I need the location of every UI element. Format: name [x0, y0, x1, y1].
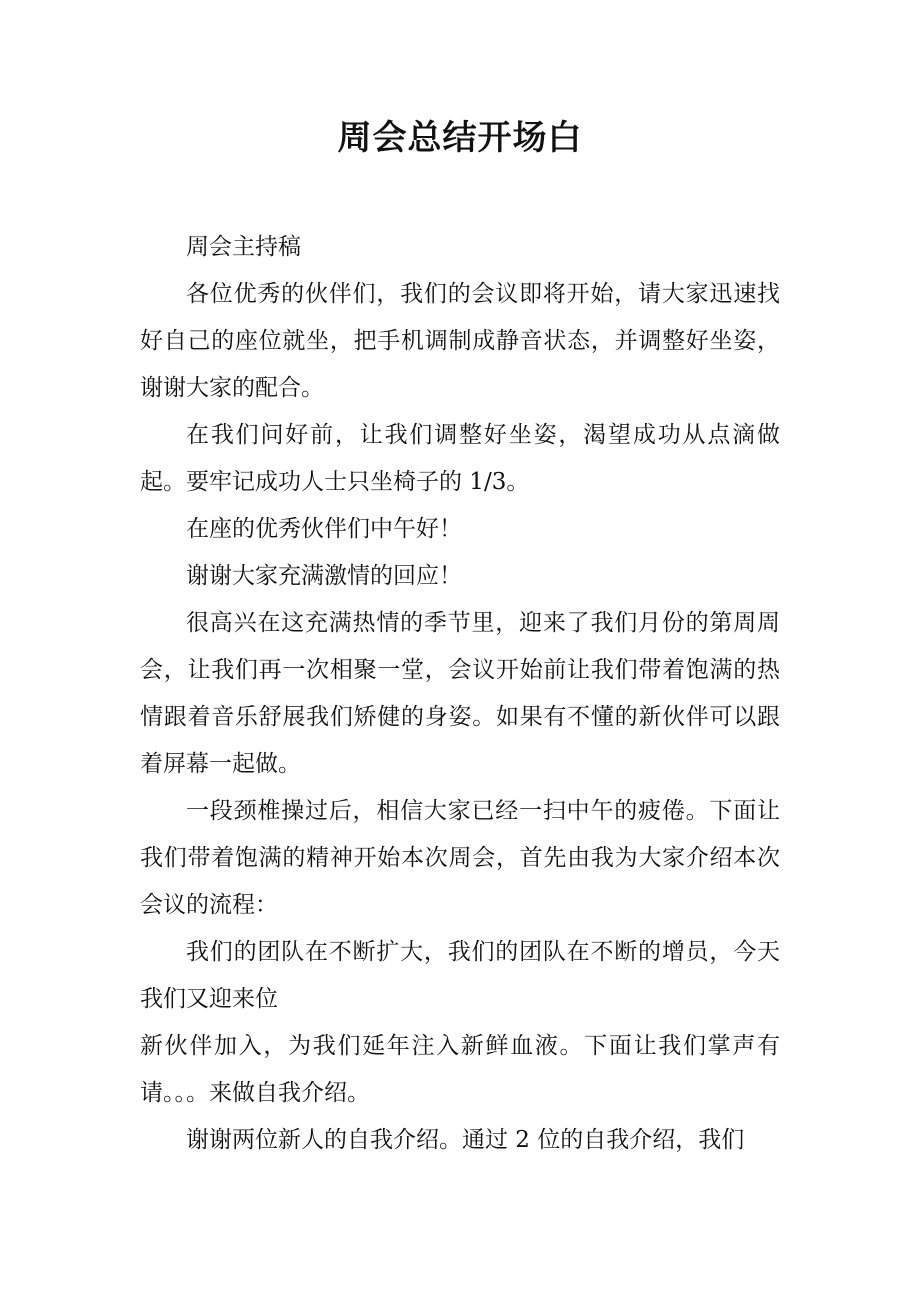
paragraph-team-growth: 我们的团队在不断扩大，我们的团队在不断的增员，今天我们又迎来位 [140, 939, 780, 1012]
paragraph-self-intro-thanks: 谢谢两位新人的自我介绍。通过 2 位的自我介绍，我们 [186, 1127, 745, 1153]
paragraph-host-script: 周会主持稿 [186, 234, 301, 260]
paragraph-posture: 在我们问好前，让我们调整好坐姿，渴望成功从点滴做起。要牢记成功人士只坐椅子的 1/3。 [140, 422, 780, 495]
paragraph-greeting: 在座的优秀伙伴们中午好！ [186, 516, 462, 542]
document-body [140, 224, 780, 1164]
document-title: 周会总结开场白 [337, 118, 583, 158]
paragraph-thanks-response: 谢谢大家充满激情的回应！ [186, 563, 462, 589]
paragraph-new-partners: 新伙伴加入，为我们延年注入新鲜血液。下面让我们掌声有请。。。来做自我介绍。 [140, 1033, 780, 1106]
paragraph-agenda-intro: 一段颈椎操过后，相信大家已经一扫中午的疲倦。下面让我们带着饱满的精神开始本次周会，首先由我为大家介绍本次会议的流程： [140, 798, 780, 918]
paragraph-opening: 各位优秀的伙伴们，我们的会议即将开始，请大家迅速找好自己的座位就坐，把手机调制成静音状态，并调整好坐姿，谢谢大家的配合。 [140, 281, 780, 401]
paragraph-warmup: 很高兴在这充满热情的季节里，迎来了我们月份的第周周会，让我们再一次相聚一堂，会议开始前让我们带着饱满的热情跟着音乐舒展我们矫健的身姿。如果有不懂的新伙伴可以跟着屏幕一起做。 [140, 610, 780, 777]
